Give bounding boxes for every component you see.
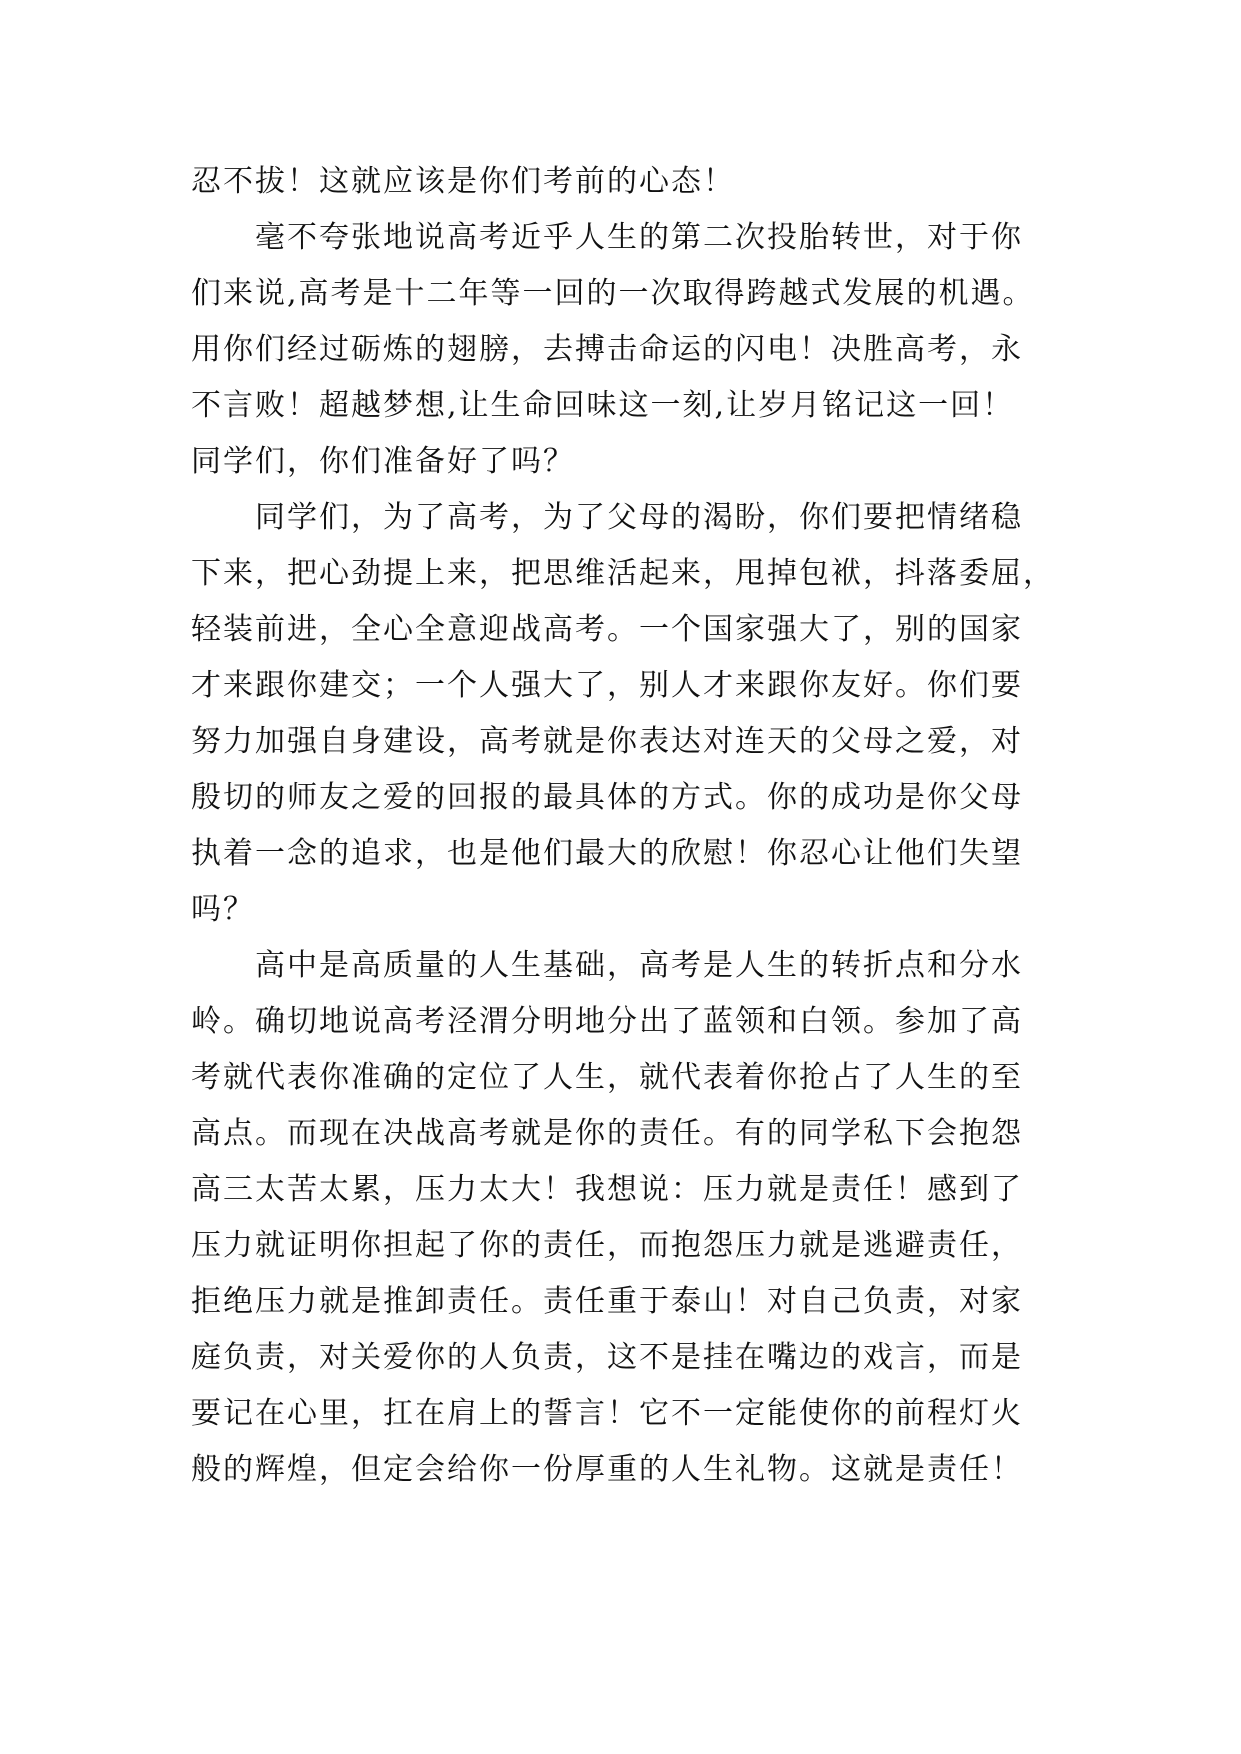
text-line: 岭。确切地说高考泾渭分明地分出了蓝领和白领。参加了高 — [191, 1004, 1023, 1039]
text-line: 同学们，你们准备好了吗？ — [191, 444, 575, 479]
text-line: 努力加强自身建设，高考就是你表达对连天的父母之爱，对 — [191, 724, 1023, 759]
text-line: 吗？ — [191, 892, 255, 927]
text-line: 轻装前进，全心全意迎战高考。一个国家强大了，别的国家 — [191, 612, 1023, 647]
text-line: 压力就证明你担起了你的责任，而抱怨压力就是逃避责任， — [191, 1228, 1023, 1263]
text-line: 要记在心里，扛在肩上的誓言！它不一定能使你的前程灯火 — [191, 1396, 1023, 1431]
text-line: 高点。而现在决战高考就是你的责任。有的同学私下会抱怨 — [191, 1116, 1023, 1151]
text-line: 忍不拔！这就应该是你们考前的心态！ — [191, 164, 735, 199]
text-line: 般的辉煌，但定会给你一份厚重的人生礼物。这就是责任！ — [191, 1452, 1023, 1487]
text-line: 用你们经过砺炼的翅膀，去搏击命运的闪电！决胜高考，永 — [191, 332, 1023, 367]
paragraph-start-line: 毫不夸张地说高考近乎人生的第二次投胎转世，对于你 — [255, 220, 1023, 255]
text-line: 高三太苦太累，压力太大！我想说：压力就是责任！感到了 — [191, 1172, 1023, 1207]
text-line: 殷切的师友之爱的回报的最具体的方式。你的成功是你父母 — [191, 780, 1023, 815]
text-line: 才来跟你建交；一个人强大了，别人才来跟你友好。你们要 — [191, 668, 1023, 703]
text-line: 不言败！超越梦想,让生命回味这一刻,让岁月铭记这一回！ — [191, 388, 1015, 423]
paragraph-start-line: 高中是高质量的人生基础，高考是人生的转折点和分水 — [255, 948, 1023, 983]
paragraph-start-line: 同学们，为了高考，为了父母的渴盼，你们要把情绪稳 — [255, 500, 1023, 535]
body-text — [191, 154, 1081, 1498]
text-line: 执着一念的追求，也是他们最大的欣慰！你忍心让他们失望 — [191, 836, 1023, 871]
text-line: 下来，把心劲提上来，把思维活起来，甩掉包袱，抖落委屈， — [191, 556, 1055, 591]
text-line: 考就代表你准确的定位了人生，就代表着你抢占了人生的至 — [191, 1060, 1023, 1095]
text-line: 们来说,高考是十二年等一回的一次取得跨越式发展的机遇。 — [191, 276, 1035, 311]
text-line: 庭负责，对关爱你的人负责，这不是挂在嘴边的戏言，而是 — [191, 1340, 1023, 1375]
text-line: 拒绝压力就是推卸责任。责任重于泰山！对自己负责，对家 — [191, 1284, 1023, 1319]
